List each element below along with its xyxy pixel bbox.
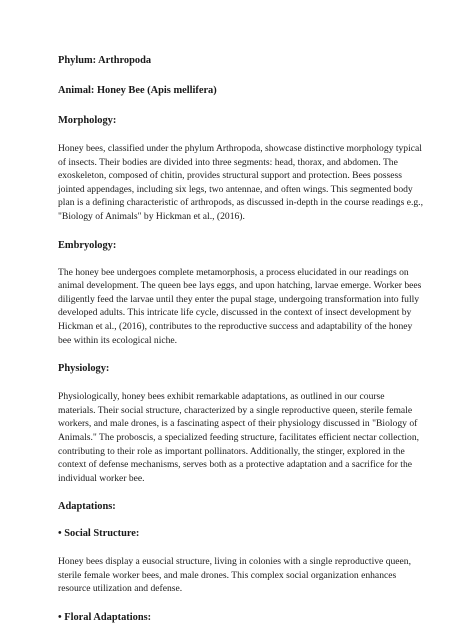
animal-heading: Animal: Honey Bee (Apis mellifera) bbox=[58, 85, 217, 96]
physiology-heading: Physiology: bbox=[58, 363, 110, 375]
document-page bbox=[58, 54, 424, 624]
floral-adaptations-heading: • Floral Adaptations: bbox=[58, 612, 152, 624]
morphology-heading: Morphology: bbox=[58, 115, 117, 126]
morphology-paragraph: Honey bees, classified under the phylum Arthropoda, showcase distinctive morphology typical of insects. Their bodies are divided into three segments: head, thorax, and abdomen. The exoskeleton, composed of chitin, provides structural support and protection. Bees possess jointed appendages, including six legs, two antennae, and often wings. This segmented body plan is a defining characteristic of arthropods, as discussed in-depth in the course readings e.g., "Biology of Animals" by Hickman et al., (2016). bbox=[58, 143, 423, 222]
social-structure-paragraph: Honey bees display a eusocial structure, living in colonies with a single reproductive queen, sterile female worker bees, and male drones. This complex social organization enhances resource utilization and defense. bbox=[58, 556, 412, 595]
adaptations-heading: Adaptations: bbox=[58, 501, 116, 513]
physiology-paragraph: Physiologically, honey bees exhibit remarkable adaptations, as outlined in our course materials. Their social structure, characterized by a single reproductive queen, sterile female workers, and male drones, is a fascinating aspect of their physiology discussed in "Biology of Animals." The proboscis, a specialized feeding structure, facilitates efficient nectar collection, contributing to their role as important pollinators. Additionally, the stinger, explored in the context of defense mechanisms, serves both as a protective adaptation and a sacrifice for the individual worker bee. bbox=[58, 391, 420, 484]
social-structure-heading: • Social Structure: bbox=[58, 528, 140, 540]
embryology-heading: Embryology: bbox=[58, 239, 117, 251]
phylum-heading: Phylum: Arthropoda bbox=[58, 55, 152, 66]
embryology-paragraph: The honey bee undergoes complete metamorphosis, a process elucidated in our readings on animal development. The queen bee lays eggs, and upon hatching, larvae emerge. Worker bees diligently feed the larvae until they enter the pupal stage, undergoing transformation into fully developed adults. This intricate life cycle, discussed in the context of insect development by Hickman et al., (2016), contributes to the reproductive success and adaptability of the honey bee within its ecological niche. bbox=[58, 266, 422, 346]
